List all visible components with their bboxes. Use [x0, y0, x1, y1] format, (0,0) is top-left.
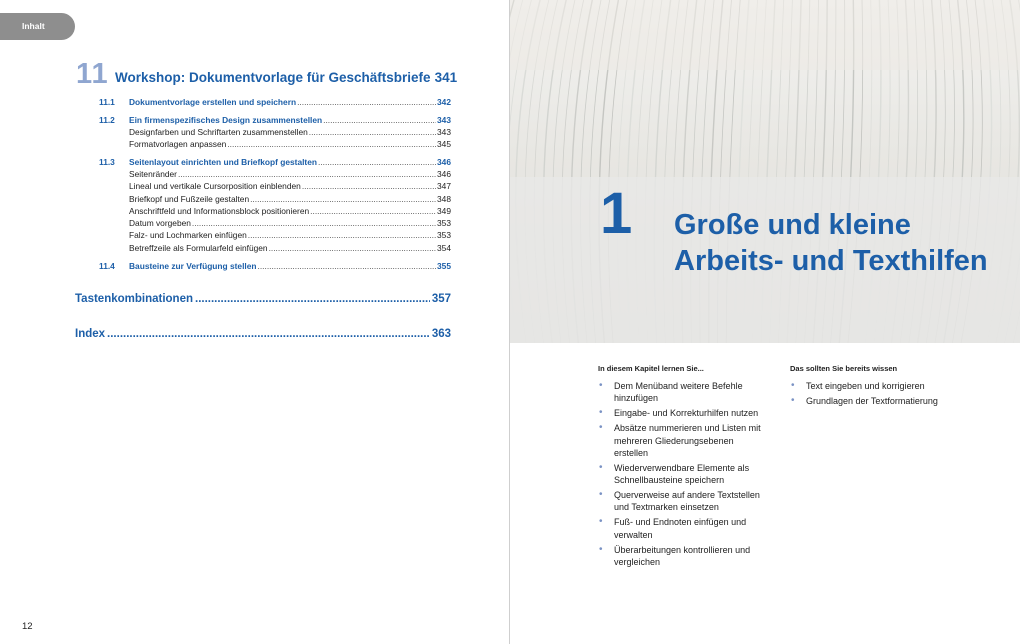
toc-entry-title: Lineal und vertikale Cursorposition einblenden: [129, 181, 301, 191]
right-page: [510, 0, 1020, 644]
section-tab[interactable]: Inhalt: [0, 13, 75, 40]
toc-entry-title: Ein firmenspezifisches Design zusammenstellen: [129, 115, 323, 125]
toc-entry-title: Designfarben und Schriftarten zusammenstellen: [129, 127, 308, 137]
toc-entry-page: 347: [437, 181, 451, 191]
chapter-title: Workshop: Dokumentvorlage für Geschäftsbriefe: [115, 70, 431, 85]
leader-dots: [318, 157, 436, 167]
toc-entry-page: 355: [437, 261, 451, 271]
toc-entry-page: 343: [437, 115, 451, 125]
list-item: • Text eingeben und korrigieren: [790, 380, 960, 392]
toc-section-entry[interactable]: [99, 157, 451, 167]
toc-entry-title: Anschriftfeld und Informationsblock positionieren: [129, 206, 310, 216]
toc-entry-title: Betreffzeile als Formularfeld einfügen: [129, 243, 268, 253]
leader-dots: [269, 243, 436, 253]
list-item: • Eingabe- und Korrekturhilfen nutzen: [598, 407, 763, 419]
list-item: • Querverweise auf andere Textstellen und Textmarken einsetzen: [598, 489, 763, 514]
toc-subentry[interactable]: [129, 230, 451, 240]
learn-heading: In diesem Kapitel lernen Sie...: [598, 364, 704, 373]
leader-dots: [227, 139, 436, 149]
leader-dots: [302, 181, 436, 191]
toc-entry-page: 342: [437, 97, 451, 107]
toc-section-number: 11.4: [99, 261, 115, 271]
toc-entry-title: Tastenkombinationen: [75, 293, 193, 305]
leader-dots: [107, 328, 430, 340]
toc-entry-title: Seitenränder: [129, 169, 177, 179]
toc-section-number: 11.2: [99, 115, 115, 125]
toc-subentry[interactable]: [129, 206, 451, 216]
toc-entry-page: 346: [437, 157, 451, 167]
toc-entry-title: Index: [75, 328, 106, 340]
toc-subentry[interactable]: [129, 243, 451, 253]
toc-section-entry[interactable]: [99, 261, 451, 271]
toc-entry-page: 363: [431, 328, 451, 340]
leader-dots: [297, 97, 436, 107]
toc-entry-page: 346: [437, 169, 451, 179]
chapter-page: 341: [434, 70, 458, 85]
photo-haze: [510, 0, 1020, 70]
leader-dots: [248, 230, 436, 240]
chapter-heading[interactable]: [115, 70, 458, 85]
toc-subentry[interactable]: [129, 181, 451, 191]
toc-entry-title: Datum vorgeben: [129, 218, 191, 228]
prerequisites-list: [790, 380, 960, 410]
chapter-title-line-1: Große und kleine: [674, 209, 911, 241]
toc-section-number: 11.1: [99, 97, 115, 107]
toc-entry-title: Seitenlayout einrichten und Briefkopf gestalten: [129, 157, 317, 167]
toc-entry-page: 354: [437, 243, 451, 253]
toc-entry-page: 353: [437, 230, 451, 240]
prerequisites-heading: Das sollten Sie bereits wissen: [790, 364, 898, 373]
toc-entry-title: Dokumentvorlage erstellen und speichern: [129, 97, 297, 107]
toc-entry-page: 345: [437, 139, 451, 149]
list-item: • Überarbeitungen kontrollieren und vergleichen: [598, 544, 763, 569]
toc-subentry[interactable]: [129, 169, 451, 179]
toc-entry-title: Formatvorlagen anpassen: [129, 139, 227, 149]
list-item: • Dem Menüband weitere Befehle hinzufügen: [598, 380, 763, 405]
toc-subentry[interactable]: [129, 194, 451, 204]
leader-dots: [310, 206, 436, 216]
toc-subentry[interactable]: [129, 218, 451, 228]
toc-subentry[interactable]: [129, 139, 451, 149]
learn-list: [598, 380, 763, 571]
leader-dots: [323, 115, 436, 125]
toc-entry-page: 343: [437, 127, 451, 137]
leader-dots: [258, 261, 437, 271]
chapter-number-large: 1: [600, 181, 633, 246]
leader-dots: [192, 218, 436, 228]
leader-dots: [250, 194, 436, 204]
chapter-title-large: [674, 207, 988, 279]
toc-entry-title: Briefkopf und Fußzeile gestalten: [129, 194, 250, 204]
list-item: • Fuß- und Endnoten einfügen und verwalten: [598, 516, 763, 541]
list-item: • Wiederverwendbare Elemente als Schnellbausteine speichern: [598, 462, 763, 487]
toc-entry-page: 348: [437, 194, 451, 204]
toc-entry-page: 349: [437, 206, 451, 216]
leader-dots: [309, 127, 436, 137]
toc-section-number: 11.3: [99, 157, 115, 167]
chapter-number: 11: [76, 58, 109, 90]
list-item: • Grundlagen der Textformatierung: [790, 395, 960, 407]
list-item: • Absätze nummerieren und Listen mit mehreren Gliederungsebenen erstellen: [598, 422, 763, 459]
page-number: 12: [22, 621, 33, 632]
toc-entry-tastenkombinationen[interactable]: [75, 293, 451, 305]
toc-entry-title: Bausteine zur Verfügung stellen: [129, 261, 257, 271]
toc-entry-page: 353: [437, 218, 451, 228]
toc-entry-index[interactable]: [75, 328, 451, 340]
toc-section-entry[interactable]: [99, 97, 451, 107]
toc-section-entry[interactable]: [99, 115, 451, 125]
toc-entry-title: Falz- und Lochmarken einfügen: [129, 230, 247, 240]
leader-dots: [195, 293, 430, 305]
leader-dots: [178, 169, 436, 179]
chapter-title-line-2: Arbeits- und Texthilfen: [674, 245, 988, 277]
toc-subentry[interactable]: [129, 127, 451, 137]
toc-entry-page: 357: [431, 293, 451, 305]
